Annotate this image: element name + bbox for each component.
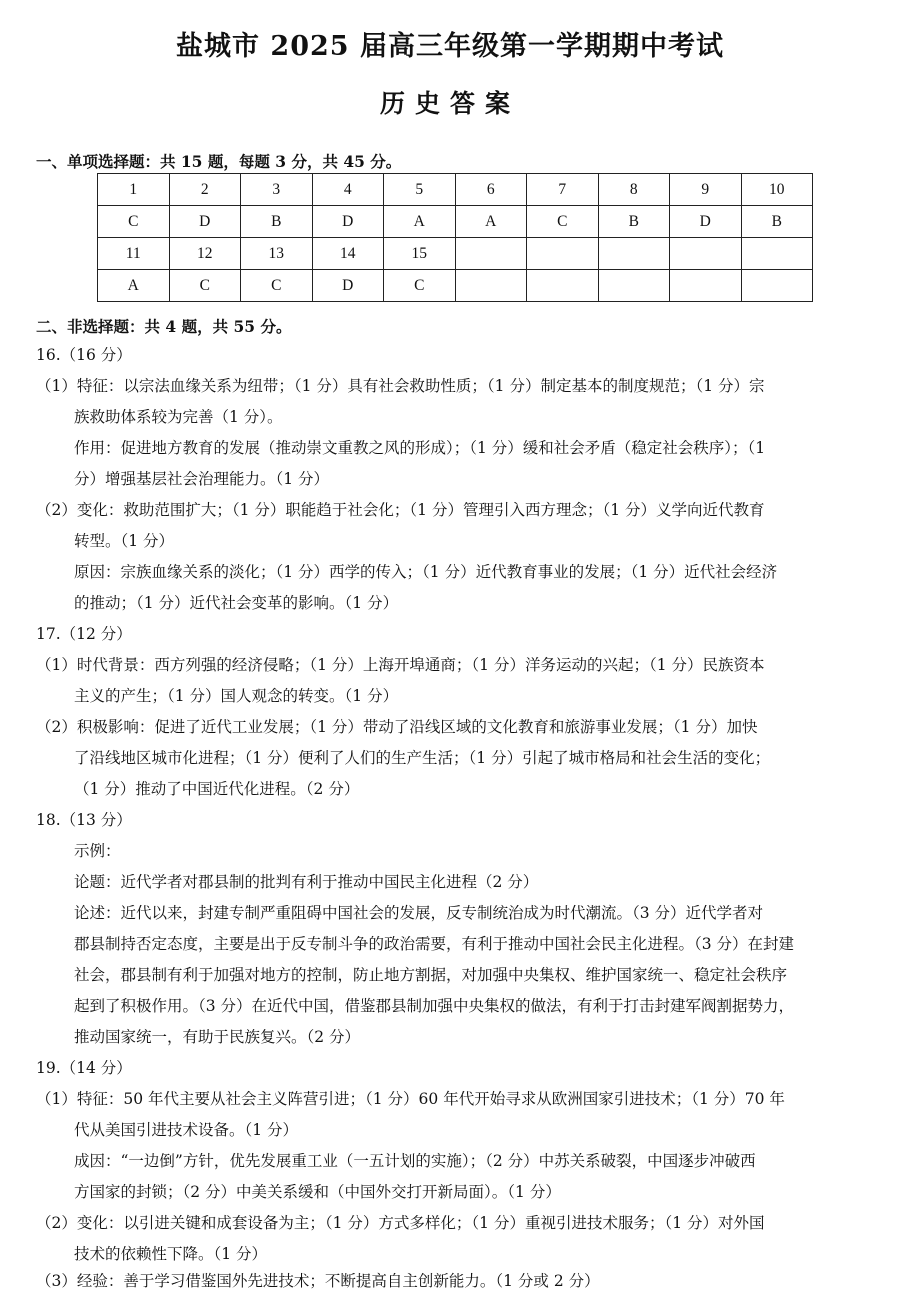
empty-cell: [598, 238, 670, 270]
answer-line: 转型。（1 分）: [74, 532, 175, 550]
empty-cell: [598, 270, 670, 302]
answer-line: 郡县制持否定态度，主要是出于反专制斗争的政治需要，有利于推动中国社会民主化进程。（3 分）在封建: [74, 935, 795, 953]
answer-cell: C: [527, 206, 599, 238]
question-number: 3: [241, 174, 313, 206]
question-number: 10: [741, 174, 813, 206]
answer-line: 推动国家统一，有助于民族复兴。（2 分）: [74, 1028, 361, 1046]
answer-line: 示例：: [74, 842, 121, 860]
answer-cell: C: [169, 270, 241, 302]
question-number: 4: [312, 174, 384, 206]
empty-cell: [527, 270, 599, 302]
answer-line: 主义的产生；（1 分）国人观念的转变。（1 分）: [74, 687, 399, 705]
answer-line: （1）特征：以宗法血缘关系为纽带；（1 分）具有社会救助性质；（1 分）制定基本的制度规范；（1 分）宗: [36, 377, 765, 395]
answer-cell: A: [384, 206, 456, 238]
empty-cell: [741, 238, 813, 270]
empty-cell: [527, 238, 599, 270]
answer-line: （3）经验：善于学习借鉴国外先进技术；不断提高自主创新能力。（1 分或 2 分）: [36, 1272, 600, 1290]
section-2-heading: 二、非选择题：共 4 题，共 55 分。: [36, 317, 292, 336]
answer-cell: D: [169, 206, 241, 238]
section-1-heading: 一、单项选择题：共 15 题，每题 3 分，共 45 分。: [36, 152, 402, 171]
answer-line: 成因：“一边倒”方针，优先发展重工业（一五计划的实施）；（2 分）中苏关系破裂，中国逐步冲破西: [74, 1152, 756, 1170]
answer-cell: D: [670, 206, 742, 238]
question-number: 1: [98, 174, 170, 206]
question-number: 13: [241, 238, 313, 270]
question-number: 7: [527, 174, 599, 206]
answer-cell: A: [455, 206, 527, 238]
answer-line: 族救助体系较为完善（1 分）。: [74, 408, 283, 426]
empty-cell: [455, 270, 527, 302]
empty-cell: [670, 238, 742, 270]
answer-table-row: [98, 206, 813, 238]
answer-table-row: [98, 270, 813, 302]
empty-cell: [455, 238, 527, 270]
answer-line: （2）变化：救助范围扩大；（1 分）职能趋于社会化；（1 分）管理引入西方理念；（1 分）义学向近代教育: [36, 501, 765, 519]
question-number: 9: [670, 174, 742, 206]
question-16-header: 16.（16 分）: [36, 346, 132, 364]
answer-line: （2）积极影响：促进了近代工业发展；（1 分）带动了沿线区域的文化教育和旅游事业发展；（1 分）加快: [36, 718, 758, 736]
answer-line: 原因：宗族血缘关系的淡化；（1 分）西学的传入；（1 分）近代教育事业的发展；（1 分）近代社会经济: [74, 563, 778, 581]
question-number: 6: [455, 174, 527, 206]
answer-line: 作用：促进地方教育的发展（推动崇文重教之风的形成）；（1 分）缓和社会矛盾（稳定社会秩序）；（1: [74, 439, 766, 457]
answer-line: 论题：近代学者对郡县制的批判有利于推动中国民主化进程（2 分）: [74, 873, 539, 891]
question-17-header: 17.（12 分）: [36, 625, 132, 643]
answer-line: 方国家的封锁；（2 分）中美关系缓和（中国外交打开新局面）。（1 分）: [74, 1183, 561, 1201]
answer-cell: B: [598, 206, 670, 238]
question-number: 8: [598, 174, 670, 206]
question-number: 14: [312, 238, 384, 270]
document-title: 盐城市 2025 届高三年级第一学期期中考试: [176, 31, 724, 62]
question-number: 15: [384, 238, 456, 270]
answer-cell: A: [98, 270, 170, 302]
answer-line: 技术的依赖性下降。（1 分）: [74, 1245, 268, 1263]
answer-cell: B: [241, 206, 313, 238]
question-18-header: 18.（13 分）: [36, 811, 132, 829]
answer-cell: B: [741, 206, 813, 238]
answer-table-row: [98, 238, 813, 270]
answer-line: 起到了积极作用。（3 分）在近代中国，借鉴郡县制加强中央集权的做法，有利于打击封建军阀割据势力，: [74, 997, 795, 1015]
question-number: 2: [169, 174, 241, 206]
empty-cell: [741, 270, 813, 302]
answer-cell: D: [312, 206, 384, 238]
answer-cell: D: [312, 270, 384, 302]
question-19-header: 19.（14 分）: [36, 1059, 132, 1077]
answer-table-row: [98, 174, 813, 206]
answer-line: 论述：近代以来，封建专制严重阻碍中国社会的发展，反专制统治成为时代潮流。（3 分）近代学者对: [74, 904, 764, 922]
answer-line: （2）变化：以引进关键和成套设备为主；（1 分）方式多样化；（1 分）重视引进技术服务；（1 分）对外国: [36, 1214, 765, 1232]
answer-line: 社会，郡县制有利于加强对地方的控制，防止地方割据，对加强中央集权、维护国家统一、稳定社会秩序: [74, 966, 788, 984]
answer-table: [97, 173, 813, 302]
answer-line: （1）时代背景：西方列强的经济侵略；（1 分）上海开埠通商；（1 分）洋务运动的兴起；（1 分）民族资本: [36, 656, 765, 674]
document-subtitle: 历史答案: [379, 89, 520, 118]
question-number: 5: [384, 174, 456, 206]
answer-line: 了沿线地区城市化进程；（1 分）便利了人们的生产生活；（1 分）引起了城市格局和社会生活的变化；: [74, 749, 771, 767]
answer-line: （1）特征：50 年代主要从社会主义阵营引进；（1 分）60 年代开始寻求从欧洲国家引进技术；（1 分）70 年: [36, 1090, 785, 1108]
answer-cell: C: [384, 270, 456, 302]
answer-line: 代从美国引进技术设备。（1 分）: [74, 1121, 299, 1139]
answer-line: 分）增强基层社会治理能力。（1 分）: [74, 470, 330, 488]
question-number: 11: [98, 238, 170, 270]
answer-cell: C: [241, 270, 313, 302]
answer-line: 的推动；（1 分）近代社会变革的影响。（1 分）: [74, 594, 399, 612]
question-number: 12: [169, 238, 241, 270]
answer-line: （1 分）推动了中国近代化进程。（2 分）: [74, 780, 360, 798]
empty-cell: [670, 270, 742, 302]
answer-cell: C: [98, 206, 170, 238]
